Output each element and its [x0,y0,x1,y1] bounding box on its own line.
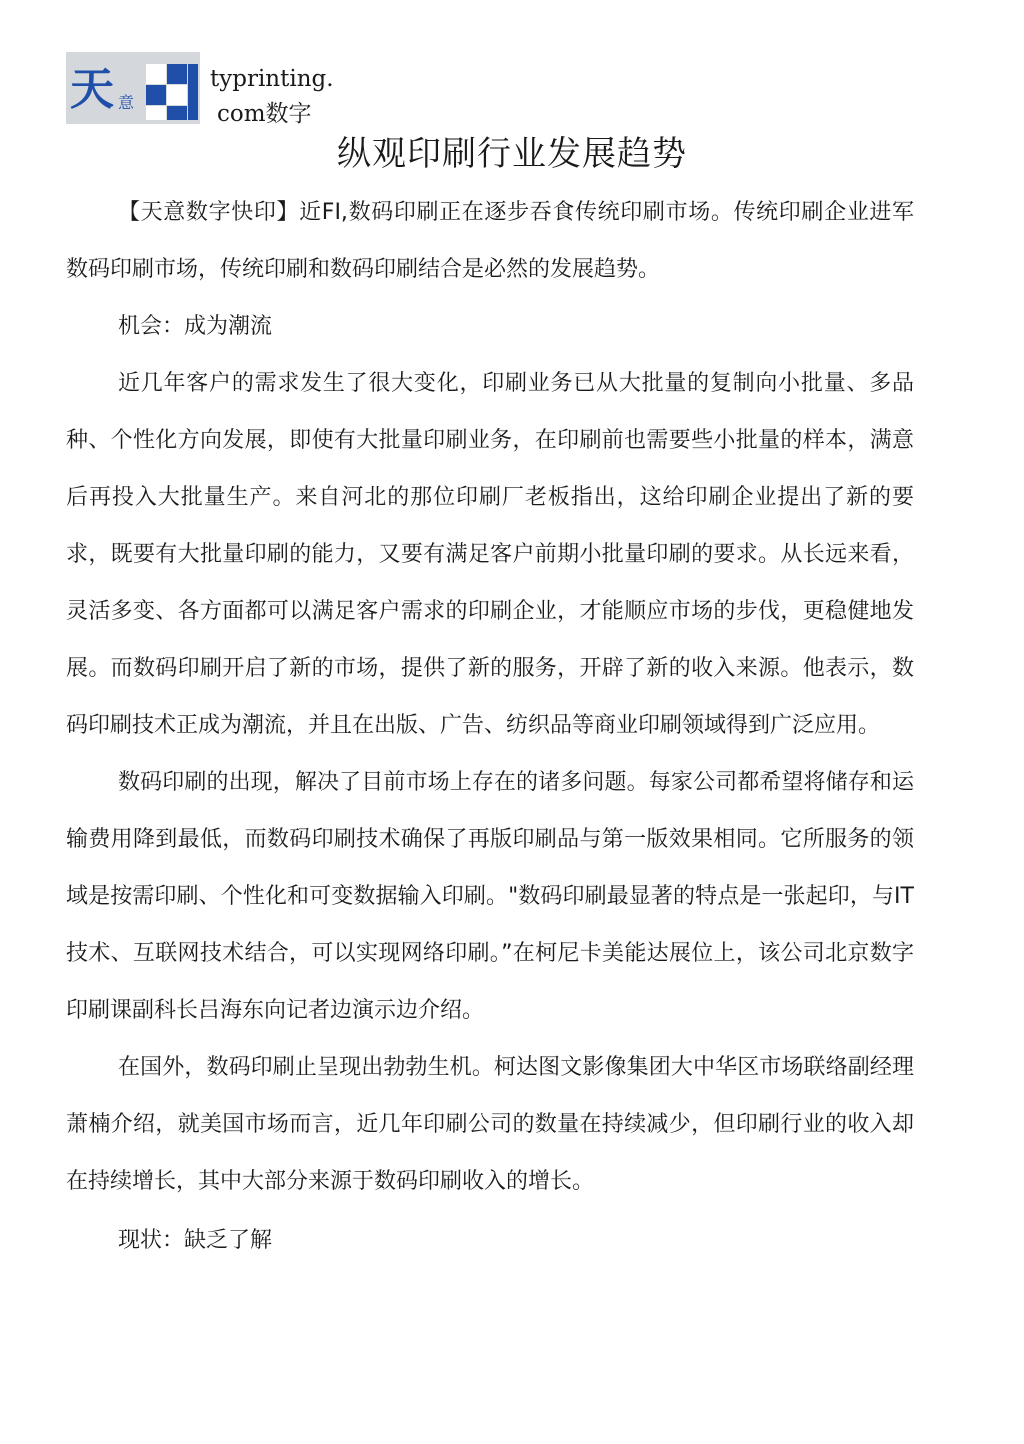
company-logo [66,52,200,124]
logo-graphic [66,52,200,124]
paragraph-digital-advantages: 数码印刷的出现，解决了目前市场上存在的诸多问题。每家公司都希望将储存和运输费用降到最低，而数码印刷技术确保了再版印刷品与第一版效果相同。它所服务的领域是按需印刷、个性化和可变数据输入印刷。"数码印刷最显著的特点是一张起印，与IT技术、互联网技术结合，可以实现网络印刷。”在柯尼卡美能达展位上，该公司北京数字印刷课副科长吕海东向记者边演示边介绍。 [66,770,914,1023]
site-line-2: com数字 [217,101,312,127]
paragraph-intro: 【天意数字快印】近FI,数码印刷正在逐步吞食传统印刷市场。传统印刷企业进军数码印刷市场，传统印刷和数码印刷结合是必然的发展趋势。 [66,200,914,282]
page-title: 纵观印刷行业发展趋势 [337,134,687,174]
svg-text:天: 天 [70,64,114,115]
svg-text:意: 意 [118,93,135,112]
section-heading-opportunity: 机会：成为潮流 [118,314,273,339]
paragraph-overseas: 在国外，数码印刷止呈现出勃勃生机。柯达图文影像集团大中华区市场联络副经理萧楠介绍，就美国市场而言，近几年印刷公司的数量在持续减少，但印刷行业的收入却在持续增长，其中大部分来源于数码印刷收入的增长。 [66,1055,914,1194]
page-header [66,52,334,128]
section-heading-status: 现状：缺乏了解 [118,1228,273,1253]
article-body [66,184,914,1269]
site-line-1: typrinting. [210,66,334,92]
paragraph-demand-change: 近几年客户的需求发生了很大变化，印刷业务已从大批量的复制向小批量、多品种、个性化方向发展，即使有大批量印刷业务，在印刷前也需要些小批量的样本，满意后再投入大批量生产。来自河北的那位印刷厂老板指出，这给印刷企业提出了新的要求，既要有大批量印刷的能力，又要有满足客户前期小批量印刷的要求。从长远来看，灵活多变、各方面都可以满足客户需求的印刷企业，才能顺应市场的步伐，更稳健地发展。而数码印刷开启了新的市场，提供了新的服务，开辟了新的收入来源。他表示，数码印刷技术正成为潮流，并且在出版、广告、纺织品等商业印刷领域得到广泛应用。 [66,371,914,738]
site-address [210,62,334,132]
